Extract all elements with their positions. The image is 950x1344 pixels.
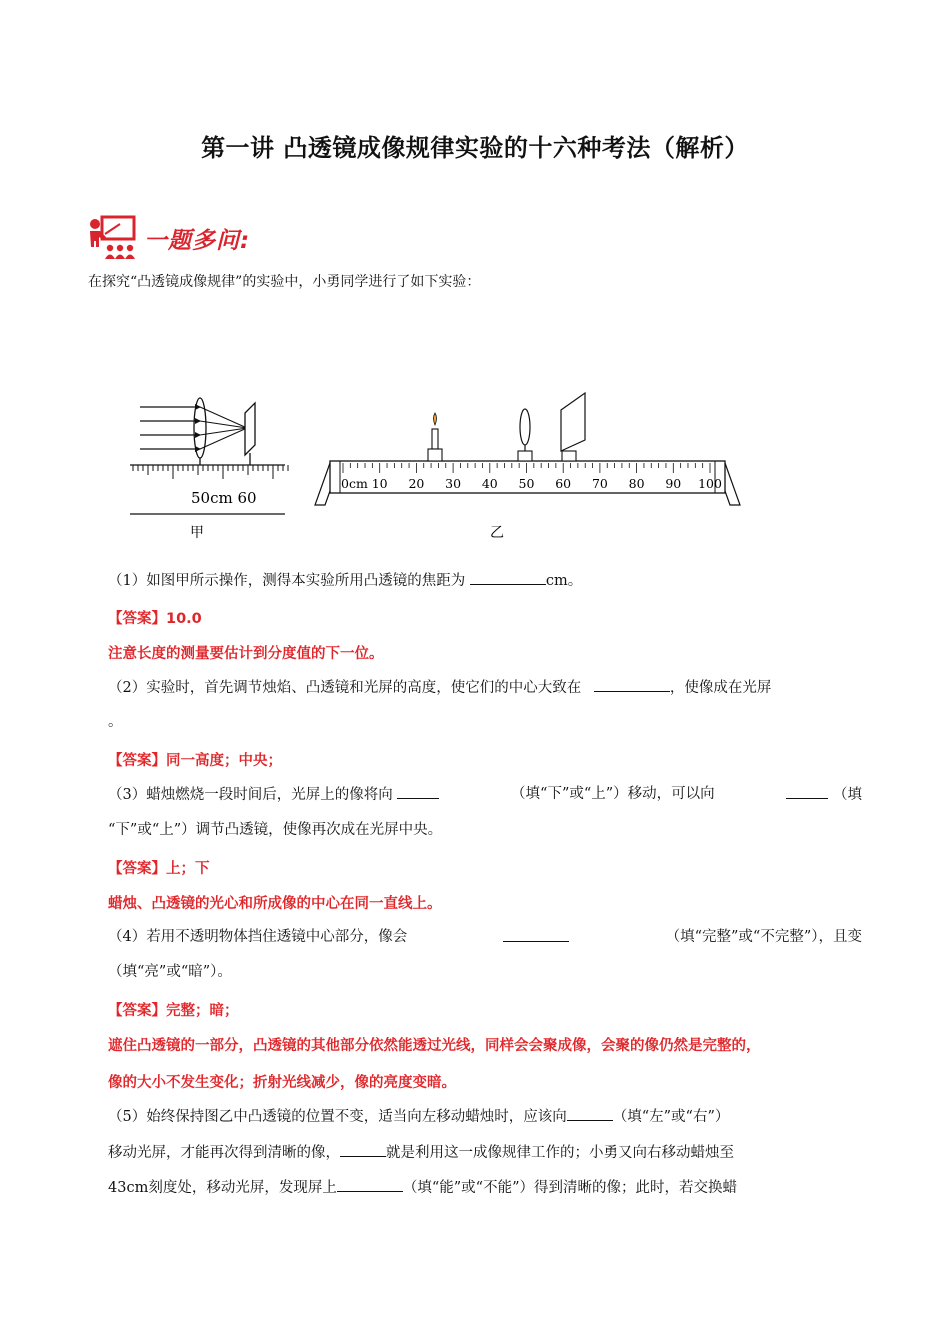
q3-blank-2[interactable] xyxy=(786,784,828,799)
q1-blank[interactable] xyxy=(470,570,546,585)
figure-yi xyxy=(315,393,740,541)
q5-blank-3[interactable] xyxy=(337,1177,403,1192)
q5-blank-1[interactable] xyxy=(567,1106,613,1121)
intro-text: 在探究“凸透镜成像规律”的实验中，小勇同学进行了如下实验： xyxy=(88,274,481,290)
answer-4: 【答案】完整；暗； xyxy=(108,1003,239,1019)
answer-3: 【答案】上；下 xyxy=(108,861,210,877)
q5-blank-2[interactable] xyxy=(340,1142,386,1157)
question-2-line2: 。 xyxy=(108,714,123,730)
answer-4-note-1: 遮住凸透镜的一部分，凸透镜的其他部分依然能透过光线，同样会会聚成像，会聚的像仍然是完整的， xyxy=(108,1038,761,1054)
lens-experiment-figure xyxy=(125,385,755,555)
answer-2: 【答案】同一高度；中央； xyxy=(108,753,282,769)
candle-flame-icon xyxy=(434,413,437,425)
question-5-line1: （5）始终保持图乙中凸透镜的位置不变，适当向左移动蜡烛时，应该向 （填“左”或“右”） xyxy=(108,1106,862,1127)
yi-tick-label: 40 xyxy=(481,476,498,491)
question-3-line1: （3）蜡烛燃烧一段时间后，光屏上的像将向 （填“下”或“上”）移动，可以向 （填 xyxy=(108,786,862,803)
yi-tick-label: 20 xyxy=(408,476,425,491)
question-5-line3: 43cm刻度处，移动光屏，发现屏上 （填“能”或“不能”）得到清晰的像；此时，若交换蜡 xyxy=(108,1177,862,1198)
q3-blank-1[interactable] xyxy=(397,784,439,799)
lens-icon xyxy=(520,409,530,445)
question-4-line1: （4）若用不透明物体挡住透镜中心部分，像会 （填“完整”或“不完整”），且变 xyxy=(108,929,862,945)
yi-tick-label: 0cm xyxy=(341,476,368,491)
candle-icon xyxy=(432,429,438,449)
q2-blank[interactable] xyxy=(594,677,670,692)
yi-tick-label: 90 xyxy=(665,476,682,491)
yi-tick-label: 30 xyxy=(445,476,462,491)
answer-1-note: 注意长度的测量要估计到分度值的下一位。 xyxy=(108,646,384,662)
jia-scale-label: 50cm 60 xyxy=(191,489,257,507)
jia-label: 甲 xyxy=(190,525,204,541)
question-2-line1: （2）实验时，首先调节烛焰、凸透镜和光屏的高度，使它们的中心大致在 ，使像成在光屏 xyxy=(108,677,862,698)
q4-blank-1[interactable] xyxy=(503,927,569,942)
screen-icon xyxy=(561,393,585,451)
yi-tick-label: 60 xyxy=(555,476,572,491)
yi-tick-label: 100 xyxy=(698,476,722,491)
question-4-line2: （填“亮”或“暗”）。 xyxy=(108,964,232,980)
answer-3-note: 蜡烛、凸透镜的光心和所成像的中心在同一直线上。 xyxy=(108,896,442,912)
yi-tick-label: 50 xyxy=(518,476,535,491)
teacher-icon xyxy=(88,214,138,262)
question-5-line2: 移动光屏，才能再次得到清晰的像， 就是利用这一成像规律工作的；小勇又向右移动蜡烛至 xyxy=(108,1142,862,1163)
yi-tick-label: 10 xyxy=(371,476,388,491)
answer-1: 【答案】10.0 xyxy=(108,611,202,627)
yi-tick-label: 70 xyxy=(591,476,608,491)
section-label: 一题多问: xyxy=(144,227,251,254)
section-header xyxy=(88,212,250,264)
yi-label: 乙 xyxy=(490,525,504,541)
page-title: 第一讲 凸透镜成像规律实验的十六种考法（解析） xyxy=(201,134,749,162)
figure-jia xyxy=(130,398,288,541)
question-1: （1）如图甲所示操作，测得本实验所用凸透镜的焦距为 cm。 xyxy=(108,570,862,591)
answer-4-note-2: 像的大小不发生变化；折射光线减少，像的亮度变暗。 xyxy=(108,1075,456,1091)
question-3-line2: “下”或“上”）调节凸透镜，使像再次成在光屏中央。 xyxy=(108,822,443,838)
yi-tick-label: 80 xyxy=(628,476,645,491)
